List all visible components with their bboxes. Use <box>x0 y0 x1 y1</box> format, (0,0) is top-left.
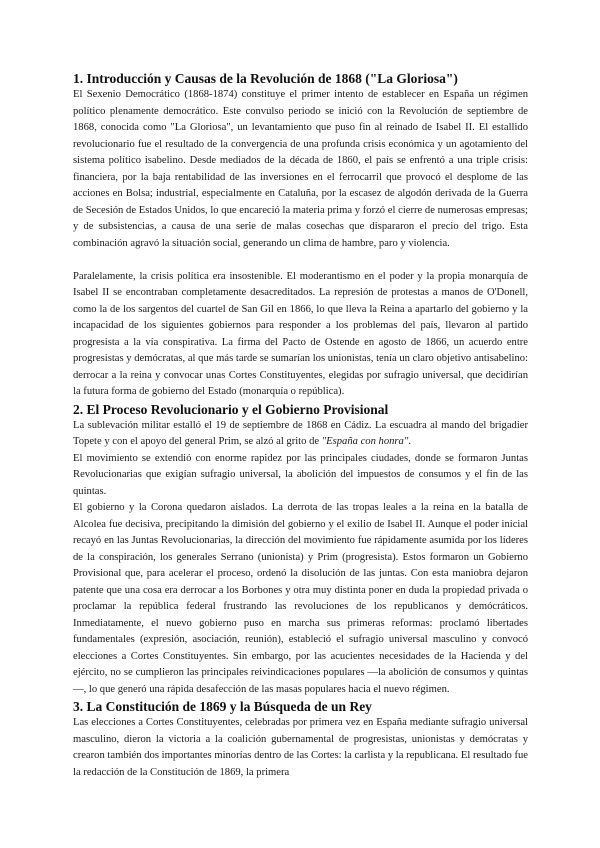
paragraph: El movimiento se extendió con enorme rapidez por las principales ciudades, donde se formaron Juntas Revolucionarias que exigían sufragio universal, la abolición del impuestos de consumos y el fin de las quintas. <box>73 452 528 497</box>
paragraph: El Sexenio Democrático (1868-1874) constituye el primer intento de establecer en España un régimen político plenamente democrático. Este convulso periodo se inició con la Revolución de septiembre de 1868, conocida como "La Gloriosa", un levantamiento que puso fin al reinado de Isabel II. El estallido revolucionario fue el resultado de la convergencia de una profunda crisis económica y un agotamiento del sistema político isabelino. Desde mediados de la década de 1860, el país se enfrentó a una triple crisis: financiera, por la baja rentabilidad de las inversiones en el ferrocarril que provocó el desplome de las acciones en Bolsa; industrial, especialmente en Cataluña, por la escasez de algodón derivada de la Guerra de Secesión de Estados Unidos, lo que encareció la materia prima y forzó el cierre de numerosas empresas; y de subsistencias, a causa de una serie de malas cosechas que dispararon el precio del trigo. Esta combinación agravó la situación social, generando un clima de hambre, paro y violencia. <box>73 89 528 249</box>
slogan-quote: "España con honra" <box>321 436 409 447</box>
paragraph-text: La sublevación militar estalló el 19 de septiembre de 1868 en Cádiz. La escuadra al mando del brigadier Topete y con el apoyo del general Prim, se alzó al grito de <box>73 419 528 447</box>
section-heading-1: 1. Introducción y Causas de la Revolución de 1868 ("La Gloriosa") <box>73 71 458 86</box>
paragraph: Paralelamente, la crisis política era insostenible. El moderantismo en el poder y la propia monarquía de Isabel II se encontraban completamente desacreditados. La represión de protestas a manos de O'Donell, como la de los sargentos del cuartel de San Gil en 1866, lo que lleva la Reina a apartarlo del gobierno y la incapacidad de los siguientes gobiernos para responder a los problemas del país, llevaron al partido progresista a la vía conspirativa. La firma del Pacto de Ostende en agosto de 1866, un acuerdo entre progresistas y demócratas, al que más tarde se sumarían los unionistas, tenía un claro objetivo antisabelino: derrocar a la reina y convocar unas Cortes Constituyentes, elegidas por sufragio universal, que decidirían la futura forma de gobierno del Estado (monarquía o república). <box>73 270 528 397</box>
section-heading-3: 3. La Constitución de 1869 y la Búsqueda de un Rey <box>73 699 372 714</box>
paragraph: Las elecciones a Cortes Constituyentes, celebradas por primera vez en España mediante sufragio universal masculino, dieron la victoria a la coalición gubernamental de progresistas, unionistas y demócratas y crearon también dos importantes minorías dentro de las Cortes: la carlista y la republicana. El resultado fue la redacción de la Constitución de 1869, la primera <box>73 717 528 778</box>
paragraph-gap <box>73 252 528 269</box>
paragraph-with-quote <box>73 418 528 451</box>
paragraph: El gobierno y la Corona quedaron aislados. La derrota de las tropas leales a la reina en la batalla de Alcolea fue decisiva, precipitando la dimisión del gobierno y el exilio de Isabel II. Aunque el poder inicial recayó en las Juntas Revolucionarias, la dirección del movimiento fue rápidamente asumida por los líderes de la conspiración, los generales Serrano (unionista) y Prim (progresista). Estos formaron un Gobierno Provisional que, para acelerar el proceso, ordenó la disolución de las juntas. Con esta maniobra dejaron patente que una cosa era derrocar a los Borbones y otra muy distinta poner en duda la propiedad privada o proclamar la república federal frustrando las revoluciones de los republicanos y demócráticos. Inmediatamente, el nuevo gobierno puso en marcha sus primeras reformas: proclamó libertades fundamentales (expresión, asociación, reunión), estableció el sufragio universal masculino y convocó elecciones a Cortes Constituyentes. Sin embargo, por las acucientes necesidades de la Hacienda y del ejército, no se cumplieron las principales reivindicaciones populares —la abolición de consumos y quintas—, lo que generó una rápida desafección de las masas populares hacia el nuevo régimen. <box>73 502 528 695</box>
document-body <box>73 70 528 781</box>
paragraph-text: . <box>408 436 411 447</box>
section-heading-2: 2. El Proceso Revolucionario y el Gobierno Provisional <box>73 401 389 417</box>
